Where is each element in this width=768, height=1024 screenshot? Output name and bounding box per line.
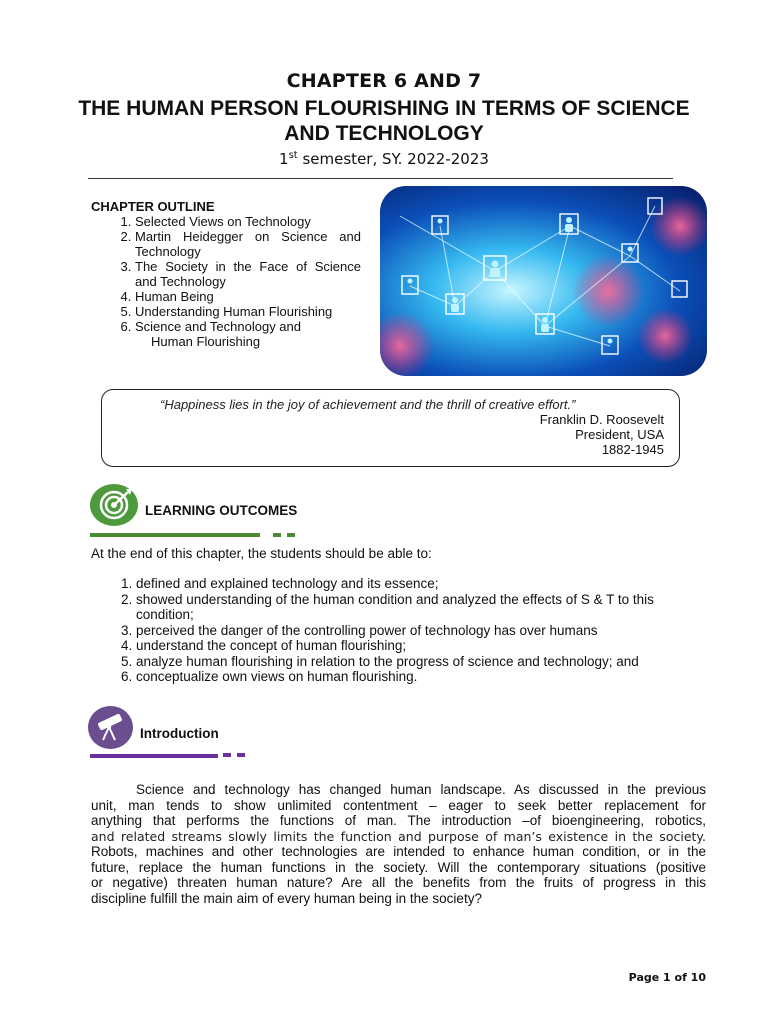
outline-item: 3. The Society in the Face of Science and Technology bbox=[135, 259, 361, 289]
quote-author-years: 1882-1945 bbox=[601, 442, 664, 457]
header-divider bbox=[88, 178, 673, 179]
outline-item-text: Science and Technology and bbox=[135, 319, 301, 334]
page-number: Page 1 of 10 bbox=[628, 971, 706, 984]
outline-item: 2. Martin Heidegger on Science and Technology bbox=[135, 229, 361, 259]
document-title: THE HUMAN PERSON FLOURISHING IN TERMS OF SCIENCE AND TECHNOLOGY bbox=[78, 97, 690, 145]
chapter-heading: CHAPTER 6 AND 7 bbox=[286, 70, 482, 92]
quote-author-role: President, USA bbox=[575, 427, 664, 442]
telescope-icon bbox=[88, 706, 133, 749]
network-illustration bbox=[380, 186, 707, 376]
outcome-item: 6. conceptualize own views on human flourishing. bbox=[136, 669, 701, 685]
outline-list bbox=[91, 214, 361, 349]
paragraph-line: and related streams slowly limits the function and purpose of man’s existence in the society. bbox=[91, 828, 706, 844]
outline-title: CHAPTER OUTLINE bbox=[91, 199, 215, 214]
outcome-item: 4. understand the concept of human flourishing; bbox=[136, 638, 701, 654]
telescope-icon-graphic bbox=[88, 706, 133, 749]
outcomes-lead: At the end of this chapter, the students should be able to: bbox=[91, 546, 432, 561]
paragraph-line: unit, man tends to show unlimited contentment – eager to seek better replacement for bbox=[91, 797, 706, 813]
outline-item-continuation: Human Flourishing bbox=[151, 334, 261, 349]
paragraph-line: anything that performs the functions of man. The introduction –of bioengineering, robotics, bbox=[91, 813, 706, 828]
outline-item: 4. Human Being bbox=[135, 289, 361, 304]
quote-text: “Happiness lies in the joy of achievement and the thrill of creative effort.” bbox=[160, 397, 576, 412]
paragraph-line: discipline fulfill the main aim of every human being in the society? bbox=[91, 890, 482, 906]
introduction-heading: Introduction bbox=[140, 726, 219, 741]
outcome-item: 1. defined and explained technology and its essence; bbox=[136, 576, 701, 592]
quote-author: Franklin D. Roosevelt bbox=[539, 412, 664, 427]
target-icon-graphic bbox=[90, 484, 138, 526]
learning-outcomes-heading: LEARNING OUTCOMES bbox=[145, 503, 298, 518]
outcome-item: 5. analyze human flourishing in relation to the progress of science and technology; and bbox=[136, 654, 701, 670]
introduction-underline bbox=[90, 754, 218, 758]
paragraph-line: Science and technology has changed human landscape. As discussed in the previous bbox=[136, 782, 706, 797]
introduction-dash bbox=[223, 753, 231, 757]
chapter-outline bbox=[91, 199, 361, 349]
paragraph-line: future, replace the human functions in the society. Will the contemporary situations (positive bbox=[91, 859, 706, 875]
introduction-paragraph bbox=[91, 782, 706, 906]
outline-item bbox=[135, 319, 361, 349]
outline-item: 5. Understanding Human Flourishing bbox=[135, 304, 361, 319]
semester-line bbox=[0, 150, 768, 168]
semester-text: semester, SY. 2022-2023 bbox=[297, 150, 489, 168]
outline-item: 1. Selected Views on Technology bbox=[135, 214, 361, 229]
paragraph-line: Robots, machines and other technologies are intended to enhance human condition, or in the bbox=[91, 844, 706, 859]
learning-outcomes-dash bbox=[273, 533, 281, 537]
learning-outcomes-underline bbox=[90, 533, 260, 537]
semester-number: 1 bbox=[279, 150, 289, 168]
network-people-image bbox=[380, 186, 707, 376]
quote-attribution bbox=[540, 412, 664, 457]
semester-ordinal: st bbox=[288, 150, 298, 161]
target-icon bbox=[90, 484, 138, 526]
learning-outcomes-list bbox=[91, 576, 701, 685]
outcome-item: 3. perceived the danger of the controlling power of technology has over humans bbox=[136, 623, 701, 639]
paragraph-line: or negative) threaten human nature? Are all the benefits from the fruits of progress in this bbox=[91, 875, 706, 890]
learning-outcomes-dash bbox=[287, 533, 295, 537]
outcome-item: 2. showed understanding of the human condition and analyzed the effects of S & T to this condition; bbox=[136, 592, 701, 623]
introduction-dash bbox=[237, 753, 245, 757]
